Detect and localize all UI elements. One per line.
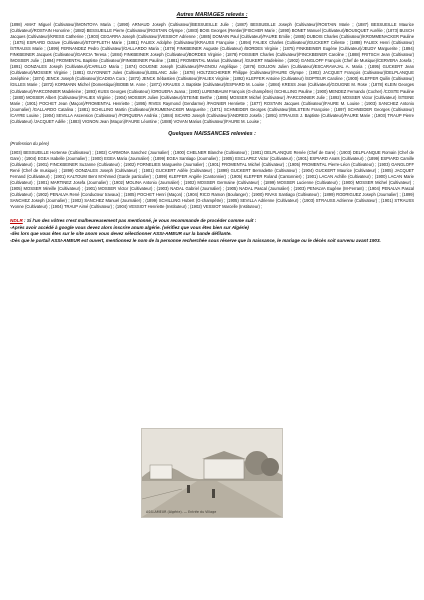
note-line-1-text: : Si l'un des vôtres n'est malheureusement pas mentionné, je vous recommande de procéder comme suit : [22, 218, 257, 224]
births-heading: Quelques NAISSANCES relevées : [168, 130, 256, 137]
births-subtitle: (Profession du père) [10, 140, 49, 146]
village-photo-illustration [142, 429, 282, 517]
photo-caption: ASSI-AMEUR (Algérie). — Entrée du Village [146, 510, 217, 514]
note-tag: NDLR [10, 218, 23, 224]
marriages-heading: Autres MARIAGES relevés : [176, 12, 248, 18]
note-line-3: -dès lors que vous êtes sur le site anom vous devez sélectionner ASSI-AMEUR sur la bande défilante. [10, 231, 232, 237]
village-entrance-photo [141, 428, 283, 518]
editor-note [10, 218, 414, 244]
note-line-4: -Dès que le portail ASSI-AMEUR est ouvert, mentionnez le nom de la personne recherchée sous réserve que la naissance, le mariage ou le décès soit survenu avant 1903. [10, 238, 381, 244]
marriages-list: (1898) AMAT Miguel (Cultivateur)/MONTOYA Maria ; (1890) ARNAUD Joseph (Cultivateur)/BESSUEILLE Julie ; (1887) BESSUEILLE Joseph (Cultivateur)/ROSTAIN Marie ; (1887) BESSUEILLE Maurice (Cultivateur)/ROSTAIN Honorine ; (1882) BESSUEILLE Pierre (Cultivateur)/ROSTAIN Olympe ; (1883) BOIS Georges (Rentier)/FISCHER Marie ; (1890) BONET Manuel (Cultivateur)/BOUSQUET Aurélie ; (1873) BUSCH Jacques (Cultivateur)/KRESS Catherine ; (1903) CEGARRA Joseph (Cultivateur)/VESSIOT Adrienne ; (1885) DOMAIN Paul (Cultivateur)/FAURE Emilie ; (1885) DUBOIS Charles (Cultivateur)/KROMMENACKER Pauline ; (1875) ESPIARD Octave (Cultivateur)/STOFFLETH Marie ; (1881) FALIEX Adolphe (Cultivateur)/KRAUSS Françoise ; (1894) FALIEX Charles (Cultivateur)/GUCKERT Céleste ; (1888) FALIEX Henri (Cultivateur) /STRAUSS Marie ; (1899) FERNANDEZ Pedro (Cultivateur)/GALLARDO Maria ; (1879) FINKBEINER Auguste (Cultivateur) /BORDES Virginie ; (1875) FINKBEINER Eugène (Cultivateur)/JEUDY Marguerite ; (1894) FINKBEINER Jacques (Cultivateur)/GARCIA Teresa ; (1884) FINKBEINER Joseph (Cultivateur)/BORDES Virginie ; (1878) FOISSIER Charles (Cultivateur)/FINCKBEINER Caroline ; (1888) FRITSCH Jean (Cultivateur) /MOSSER Julie ; (1894) FROMENTAL Baptiste (Cultivateur)/FINKBEINER Pauline ; (1881) FROMENTAL Marius (Cultivateur) /GUKERT Madeleine ; (1902) GANGLOFF François (Chef de Musique)/CERVERA Josefa ; (1891) GONZALES Joseph (Cultivateur)/CARILLO Maria ; (1874) GOUGNE Joseph (Cultivateur)/PAGNOU Angélique ; (1876) GOUJON Julien (Cultivateur)/ESCARAVAJAL A. Maria ; (1895) GUCKERT Jean (Cultivateur)/MOSSER Virginie ; (1881) GUYONNET Jules (Cultivateur)/LEBLANC Julie ; (1878) HOLTZSCHERER Philippe (Cultivateur)/FAURE Olympe ; (1902) JACQUET François (Cultivateur)/DELPLANQUE Joséphine ; (1874) JENCK Joseph (Cultivateur)/CADIOA Cora ; (1872) JENCK Sébastien (Cultivateur)/FALIEX Virginie ; (1892) KLEFFER Antoine (Cultivateur) /SOPTEUR Caroline ; (1900) KLEFFER Quilin (Cultivateur) /GILLES Marie ; (1872) KORMANN Michel (Domestique)/BOBB M. Anne ; (1871) KRAUSS J. Baptiste (Cultivateur)/ESPIARD M. Louise ; (1884) KRESS Jean (Cultivateur)/GOUGNE M. Rose ; (1878) KLEIN Georges (Cultivateur)/FARCONNIER Madeleine ; (1893) KUSS Georges (Cultivateur) /ORGUERA Juana ; (1903) LURENBAUM François (G-champêtre) /SCHILLING Pauline ; (1900) MENDEZ Fernando (Cocher) /COSTE Pauline ; (1880) MOSSER Albert (Cultivateur)/FALIEX Virginie ; (1904) MOSSER Julien (Cultivateur)/STEINE Berthe ; (1885) MOSSER Michel (Cultivateur) /FARCONNIER Julie ; (1892) MOSSER Victor (Cultivateur) /STEINE Marie ; (1901) POCHET Jean (Maçon)/FROMENTAL Henriette ; (1895) RIVES Raymond (Gendarme) /PAGNIER Henriette ; (1877) ROSTAIN Jacques (Cultivateur)/FAURE M. Louise ; (1903) SANCHEZ Antonio (Journalier) /GALLARDO Catalina ; (1881) SCHILLING Martin (Cultivateur)/KRUMENACKER Marguerite ; (1871) SCHNEIDER Georges (Cultivateur)/BILSTEIN Françoise ; (1897) SCHNEIDER Georges (Cultivateur) /CAYRE Louise ; (1904) SEVILLA Ascension (Cultivateur) /FORQUERA Andréa ; (1884) SICARD Joseph (Cultivateur)/ANDREO Josefa ; (1891) STRAUSS J. Baptiste (Cultivateur)/FAURE Marie ; (1903) TRAUP Pierre (Cultivateur) /JACQUET Adèle ; (1883) VIGNON Jean (Maçon)/FAURE Léontine ; (1888) VOVAN Marius (Cultivateur)/FAURE M. Louise ; [10, 22, 414, 124]
births-list: (1903) BESSUEILLE Hortense (Cultivateur) ; (1902) CARMONA Sanchez (Journalier) ; (1900) CHELNER Blanche (Cultivateur) ; (1901) DELPLANQUE Renée (Chef de Gare) ; (1903) DELPLANQUE Romain (Chef de Gare) ; (1904) EGEA Isabelle (Journalier) ; (1900) EGEA Maria (Journalier) ; (1899) EGEA Santiago (Journalier) ; (1905) ESCLAPEZ Victor (Cultivateur) ; (1901) ESPIARD Anaïs (Cultivateur) ; (1899) ESPIARD Camille (Cultivateur) ; (1901) FINCKBEINER Suzanne (Cultivateur) ; (1902) FORNELIES Marguerite (Journalier) ; (1901) FROMENTAL Michel (Cultivateur) ; (1905) FROMENTAL Pierre-Léon (Cultivateur) ; (1903) GANGLOFF René (Chef de musique) ; (1899) GONZALES Joseph (Cultivateur) ; (1901) GUCKERT Adèle (Cultivateur) ; (1899) GUCKERT Bernadette (Cultivateur) ; (1904) GUCKERT Maurice (Cultivateur) ; (1905) JACQUET Fernand (Cultivateur) ; (1901) KALTOUM Bent M'Ahmed (Garde particulier) ; (1899) KLEFFER Angèle (Cantonnier) ; (1905) KLEFFER Roland (Cantonnier) ; (1901) LACAN Achille (Cultivateur) ; (1900) LACAN Marie (Cultivateur) ; (1901) MARTINEZ Josefa (Journalier) ; (1902) MOLINA Antonio (Journalier) ; (1902) MOSSER Germaine (Cultivateur) ; (1899) MOSSER Lucienne (Cultivateur) ; (1900) MOSSER Michel (Cultivateur) ; (1905) MOSSER Mireille (Cultivateur) ; (1901) MOSSER Victor (Cultivateur) ; (1903) NADAL Gabriel (Journalier) ; (1905) NADAL Pascal (Journalier) ; (1903) PENALVA Eugène (M-Ferrant) ; (1904) PENALVA Pascal (Cultivateur) ; (1902) PENALVA René (Conducteur travaux) ; (1905) POCHET Henri (Maçon) ; (1904) RICO Ramon (Boulanger) ; (1900) RIVAS Santiago (Cultivateur) ; (1899) RODRIGUEZ Joseph (Journalier) ; (1899) SANCHEZ Joseph (Journalier) ; (1902) SANCHEZ Manuel (Journalier) ; (1899) SCHILLING Hubert (G-champêtre) ; (1905) SEVILLA Adrienne (Cultivateur) ; (1903) STRAUSS Adrienne (Cultivateur) ; (1901) STRAUSS Yvonne (Cultivateur) ; (1904) TRAUP Aimé (Cultivateur) ; (1904) VESSIOT Henriette (Instituteur) ; (1902) VESSIOT Marcelle (Instituteur) ; [10, 149, 414, 210]
note-line-2: -Après avoir accédé à google vous devez alors inscrire anum algérie. (vérifiez que vous êtes bien sur Algérie) [10, 224, 249, 230]
note-line-1 [10, 218, 414, 225]
